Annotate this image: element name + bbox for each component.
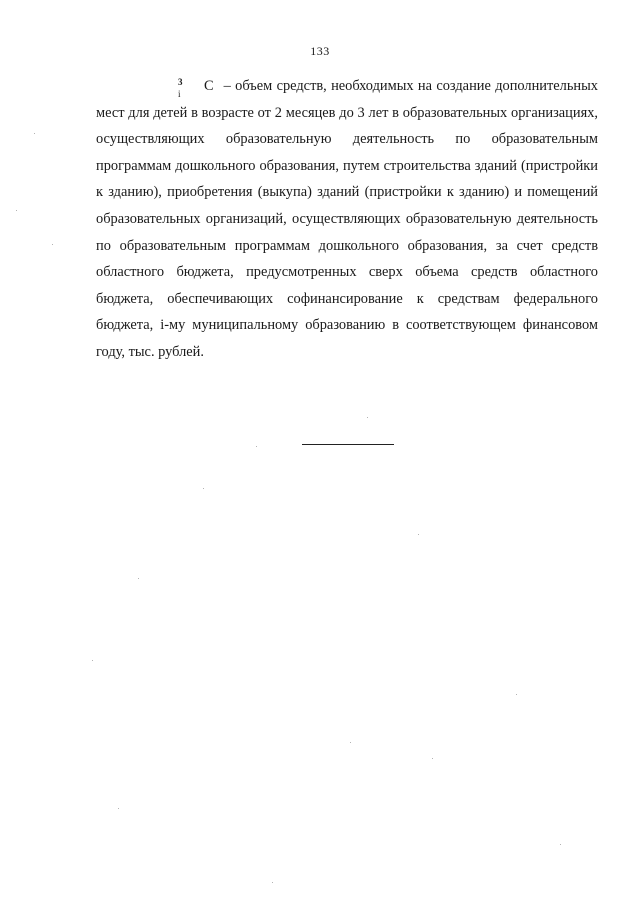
end-separator-line: [302, 444, 394, 445]
formula-superscript: 3: [178, 77, 183, 87]
scan-speck: [350, 742, 351, 743]
formula-subscript: i: [178, 89, 181, 99]
scan-speck: [138, 578, 139, 579]
scan-speck: [203, 488, 204, 489]
scan-speck: [516, 694, 517, 695]
scan-speck: [16, 210, 17, 211]
scan-speck: [418, 534, 419, 535]
scan-speck: [256, 446, 257, 447]
scan-speck: [272, 882, 273, 883]
page-number: 133: [310, 44, 330, 58]
scan-speck: [52, 244, 53, 245]
definition-paragraph: [96, 73, 598, 366]
scan-speck: [432, 758, 433, 759]
scan-speck: [92, 660, 93, 661]
scan-speck: [118, 808, 119, 809]
paragraph-text: – объем средств, необходимых на создание дополнительных мест для детей в возрасте от 2 месяцев до 3 лет в образовательных организациях, осуществляющих образовательную деятельность по образовательным программам дошкольного образования, путем строительства зданий (пристройки к зданию), приобретения (выкупа) зданий (пристройки к зданию) и помещений образовательных организаций, осуществляющих образовательную деятельность по образовательным программам дошкольного образования, за счет средств областного бюджета, предусмотренных сверх объема средств областного бюджета, обеспечивающих софинансирование к средствам федерального бюджета, i-му муниципальному образованию в соответствующем финансовом году, тыс. рублей.: [96, 78, 598, 360]
scan-speck: [34, 133, 35, 134]
formula-symbol: [132, 73, 220, 100]
formula-base: C: [204, 78, 214, 94]
scan-speck: [367, 417, 368, 418]
scan-speck: [560, 844, 561, 845]
